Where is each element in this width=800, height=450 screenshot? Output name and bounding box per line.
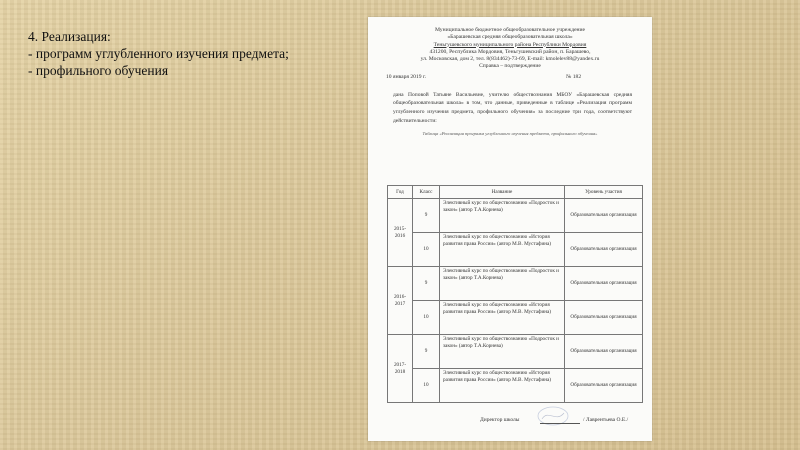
header-line: Муниципальное бюджетное общеобразовательное учреждение: [434, 27, 586, 33]
column-header-year: Год: [388, 186, 413, 199]
cell-class: 10: [413, 233, 440, 267]
header-line: Теньгушевского муниципального района Республики Мордовия: [433, 41, 587, 48]
table-row: [388, 233, 643, 267]
cell-level: Образовательная организация: [565, 267, 643, 301]
document-date: 10 января 2019 г.: [386, 73, 427, 80]
cell-level: Образовательная организация: [565, 199, 643, 233]
cell-year: 2016-2017: [388, 267, 413, 335]
table-row: [388, 369, 643, 403]
column-header-level: Уровень участия: [565, 186, 643, 199]
table-row: [388, 199, 643, 233]
signature-line: [540, 423, 580, 424]
cell-course-name: Элективный курс по обществознанию «Подросток и закон» (автор Т.А.Корнева): [440, 335, 565, 369]
table-header-row: [388, 186, 643, 199]
header-line: 431200, Республика Мордовия, Теньгушевский район, п. Барашево,: [429, 48, 591, 55]
cell-class: 10: [413, 301, 440, 335]
cell-course-name: Элективный курс по обществознанию «История развития права России» (автор М.В. Мустафина): [440, 301, 565, 335]
heading-line-1: 4. Реализация:: [28, 29, 111, 44]
cell-course-name: Элективный курс по обществознанию «История развития права России» (автор М.В. Мустафина): [440, 369, 565, 403]
cell-course-name: Элективный курс по обществознанию «История развития права России» (автор М.В. Мустафина): [440, 233, 565, 267]
implementation-table: [387, 185, 643, 403]
document-header: [368, 27, 652, 71]
heading-line-3: - профильного обучения: [28, 63, 169, 78]
table-caption: Таблица «Реализация программ углубленного изучения предмета, профильного обучения»: [422, 131, 598, 137]
column-header-class: Класс: [413, 186, 440, 199]
cell-level: Образовательная организация: [565, 369, 643, 403]
cell-course-name: Элективный курс по обществознанию «Подросток и закон» (автор Т.А.Корнева): [440, 199, 565, 233]
document-number: № 182: [566, 73, 582, 80]
certificate-document: [368, 17, 652, 441]
table-row: [388, 267, 643, 301]
header-line: ул. Московская, дом 2, тел. 8(834462)-73-69, E-mail: kmolelev88@yandex.ru: [420, 56, 600, 63]
cell-class: 10: [413, 369, 440, 403]
cell-course-name: Элективный курс по обществознанию «Подросток и закон» (автор Т.А.Корнева): [440, 267, 565, 301]
document-meta: [368, 74, 652, 83]
signature-role: Директор школы: [480, 417, 520, 423]
cell-class: 9: [413, 335, 440, 369]
document-paragraph: дана Поповой Татьяне Васильевне, учителю обществознания МБОУ «Барашевская средняя общеобразовательная школа» в том, что данные, приведенные в таблице «Реализация программ углубленного изучения предмета, профильного обучения» за последние три года, соответствуют действительности:: [393, 91, 632, 124]
cell-class: 9: [413, 267, 440, 301]
cell-level: Образовательная организация: [565, 233, 643, 267]
table-row: [388, 335, 643, 369]
cell-year: 2017-2018: [388, 335, 413, 403]
heading-line-2: - программ углубленного изучения предмета;: [28, 46, 289, 61]
document-title: Справка – подтверждение: [479, 63, 541, 70]
slide-heading: [28, 28, 289, 79]
cell-year: 2015-2016: [388, 199, 413, 267]
cell-level: Образовательная организация: [565, 335, 643, 369]
column-header-name: Название: [440, 186, 565, 199]
header-line: «Барашевская средняя общеобразовательная школа»: [447, 34, 573, 41]
cell-level: Образовательная организация: [565, 301, 643, 335]
cell-class: 9: [413, 199, 440, 233]
signature-name: / Лаврентьева О.Е./: [583, 417, 629, 423]
table-row: [388, 301, 643, 335]
